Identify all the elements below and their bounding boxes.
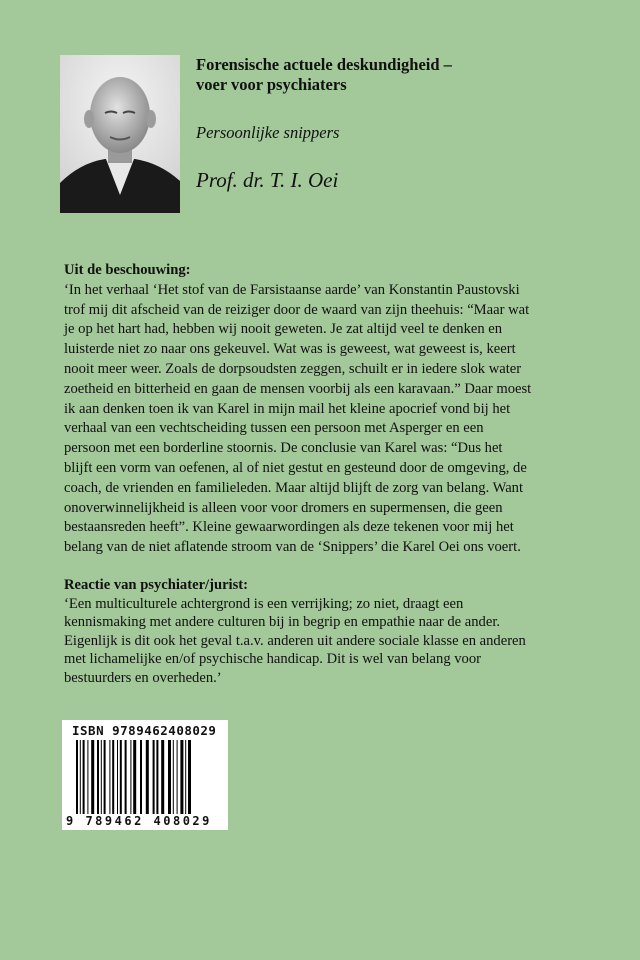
text-line: ik aan denken toen ik van Karel in mijn mail het kleine apocrief vond bij het <box>64 400 511 417</box>
barcode-bar <box>80 740 81 820</box>
section-beschouwing <box>64 261 531 558</box>
barcode-bar <box>156 740 158 820</box>
barcode-bar <box>146 740 149 820</box>
barcode-bar <box>91 740 94 820</box>
text-line: luisterde niet zo naar ons gekeuvel. Wat was is geweest, wat geweest is, keert <box>64 341 516 358</box>
barcode-bar <box>188 740 191 820</box>
text-line: bestaansreden heeft”. Kleine gewaarwordingen als deze tekenen voor mij het <box>64 519 514 536</box>
barcode-bar <box>177 740 178 820</box>
barcode-bar <box>97 740 99 820</box>
barcode-bar <box>112 740 114 820</box>
barcode-bar <box>109 740 110 820</box>
barcode-bars <box>76 740 216 820</box>
text-line: verhaal van een vechtscheiding tussen een persoon met Asperger en een <box>64 420 484 437</box>
section-reactie <box>64 576 526 688</box>
text-line: kennismaking met andere culturen bij in begrip en empathie naar de ander. <box>64 614 501 631</box>
barcode-bar <box>104 740 106 820</box>
text-line: nooit meer weer. Zoals de dorpsoudsten zeggen, schuilt er in iedere slok water <box>64 360 522 377</box>
isbn-label: ISBN 9789462408029 <box>72 723 217 738</box>
text-line: met lichamelijke en/of psychische handicap. Dit is wel van belang voor <box>64 651 482 668</box>
author-photo <box>60 55 180 213</box>
section-heading: Uit de beschouwing: <box>64 262 191 278</box>
text-line: coach, de vrienden en familieleden. Maar altijd blijft de zorg van belang. Want <box>64 479 524 496</box>
text-line: blijft een vorm van oefenen, al of niet gestut en gesteund door de omgeving, de <box>64 459 527 476</box>
barcode-bar <box>168 740 171 820</box>
text-line: trof mij dit afscheid van de reiziger door de waard van zijn theehuis: “Maar wat <box>64 301 530 318</box>
isbn-barcode <box>62 720 228 830</box>
section-heading: Reactie van psychiater/jurist: <box>64 577 249 593</box>
text-line: ‘In het verhaal ‘Het stof van de Farsistaanse aarde’ van Konstantin Paustovski <box>64 281 520 298</box>
author-name: Prof. dr. T. I. Oei <box>196 168 339 192</box>
text-line: belang van de niet aflatende stroom van de ‘Snippers’ die Karel Oei ons voert. <box>64 539 521 556</box>
barcode-bar <box>117 740 118 820</box>
text-line: zoetheid en bitterheid en gaan de mensen voorbij als een karavaan.” Daar moest <box>64 380 532 397</box>
barcode-digits: 9 789462 408029 <box>66 814 212 828</box>
barcode-bar <box>161 740 164 820</box>
book-title <box>196 55 452 95</box>
barcode-bar <box>87 740 88 820</box>
text-line: ‘Een multiculturele achtergrond is een verrijking; zo niet, draagt een <box>64 595 464 612</box>
barcode-bar <box>133 740 136 820</box>
section-body <box>64 595 526 688</box>
section-body <box>64 281 531 558</box>
text-line: bestuurders en overheden.’ <box>64 669 222 686</box>
barcode-bar <box>140 740 142 820</box>
barcode-bar <box>101 740 102 820</box>
text-line: persoon met een borderline stoornis. De conclusie van Karel was: “Dus het <box>64 440 503 457</box>
barcode-bar <box>173 740 174 820</box>
barcode-bar <box>130 740 131 820</box>
barcode-bar <box>125 740 127 820</box>
barcode-bar <box>76 740 78 820</box>
title-line: Forensische actuele deskundigheid – <box>196 55 452 74</box>
text-line: Eigenlijk is dit ook het geval t.a.v. anderen uit andere sociale klasse en anderen <box>64 632 526 649</box>
barcode-bar <box>185 740 186 820</box>
title-line: voer voor psychiaters <box>196 75 347 94</box>
barcode-bar <box>153 740 155 820</box>
barcode-bar <box>180 740 183 820</box>
book-subtitle: Persoonlijke snippers <box>196 123 340 142</box>
text-line: je op het hart had, hebben wij nooit geweten. Je zat altijd veel te denken en <box>64 321 503 338</box>
barcode-bar <box>83 740 85 820</box>
barcode-bar <box>120 740 122 820</box>
text-line: onoverwinnelijkheid is alleen voor voor dromers en supermensen, die geen <box>64 499 503 516</box>
